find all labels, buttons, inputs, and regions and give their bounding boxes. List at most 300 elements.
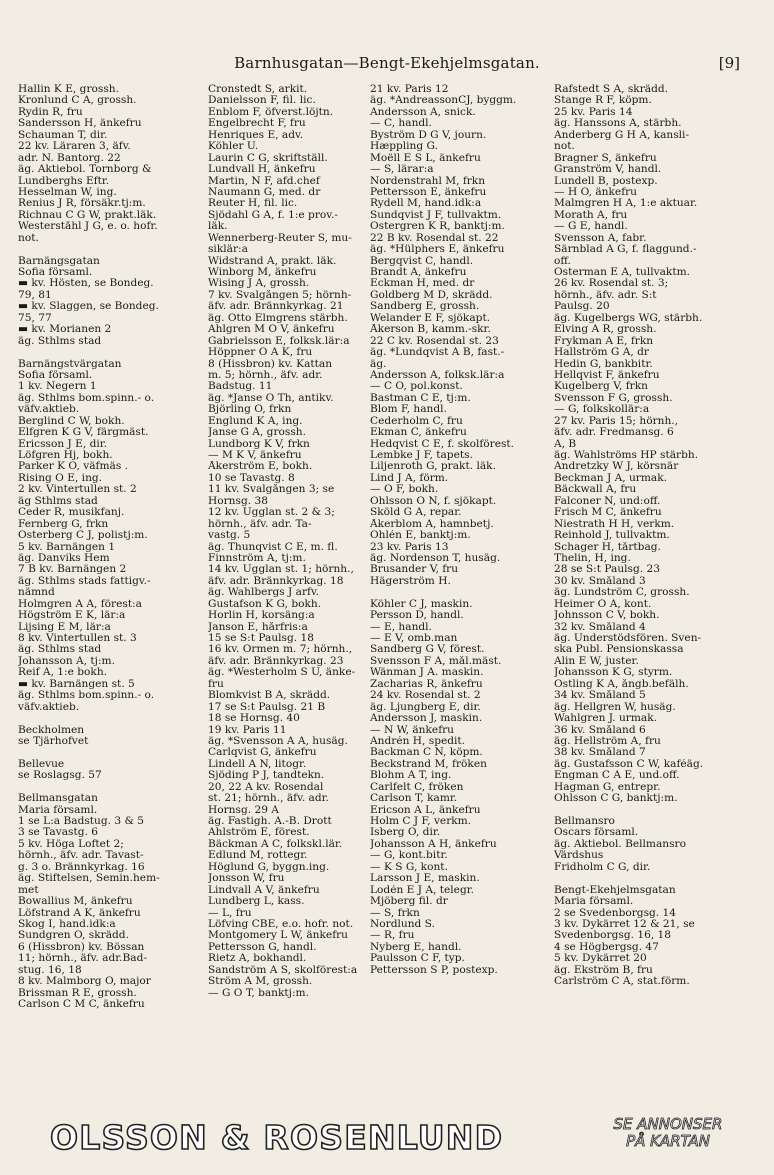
directory-entry: Alin E W, juster. [554,655,639,667]
directory-entry: Lundborg K V, frkn [208,438,310,450]
directory-entry: Badstug. 11 [208,381,273,393]
directory-entry: Liljenroth G, prakt. läk. [370,461,496,473]
directory-entry: Köhler C J, maskin. [370,598,473,610]
directory-entry: Moëll E S L, änkefru [370,152,481,164]
directory-entry: Henriques E, adv. [208,129,304,141]
directory-entry: Kronlund C A, grossh. [18,95,137,107]
directory-entry: 7 kv. Svalgången 5; hörnh- [208,289,352,301]
directory-entry: Wising J A, grossh. [208,278,310,290]
directory-entry: siklär:a [208,244,248,256]
directory-entry: hörnh., äfv. adr. S:t [554,289,657,301]
directory-entry: — S, lärar:a [370,164,434,176]
directory-entry: Reif A, 1:e bokh. [18,667,108,679]
advert-notice-line-2: PÅ KARTAN [626,1132,710,1150]
directory-entry: vastg. 5 [208,530,251,542]
page-title: Barnhusgatan—Bengt-Ekehjelmsgatan. [234,54,540,72]
directory-entry: 14 kv. Ugglan st. 1; hörnh., [208,564,354,576]
directory-entry: Östling K A, ångb.befälh. [554,678,689,690]
directory-entry: ▬ kv. Hösten, se Bondeg. [18,278,154,290]
directory-entry: Blomkvist B A, skrädd. [208,690,331,702]
directory-entry: 15 se S:t Paulsg. 18 [208,633,314,644]
directory-entry: Fridholm C G, dir. [554,861,651,873]
directory-entry: 1 se L:a Badstug. 3 & 5 [18,816,145,827]
directory-entry: Sofia församl. [18,369,93,381]
directory-entry: Österman E A, tullvaktm. [554,267,690,278]
directory-entry: Renius J R, försäkr.tj:m. [18,198,146,210]
directory-entry: Sjödahl G A, f. 1:e prov.- [208,209,338,221]
directory-entry: Brandt A, änkefru [370,267,467,278]
directory-entry: äg. *Westerholm S U, änke- [208,667,356,679]
directory-entry: 11 kv. Svalgången 3; se [208,484,335,496]
directory-entry: äg. Understödsfören. Sven- [554,633,702,644]
directory-entry: väfv.aktieb. [18,701,80,713]
directory-entry: Johansson A, tj:m. [18,655,115,667]
advert-notice [588,1116,748,1150]
directory-entry: Hedqvist C E, f. skolförest. [370,438,515,450]
directory-entry: Carlqvist G, änkefru [208,747,317,759]
directory-entry: äg. *AndreassonCJ, byggm. [370,95,517,107]
directory-entry: Niestrath H H, verkm. [554,518,675,530]
directory-entry: Johansson A H, änkefru [370,838,497,850]
directory-entry: väfv.aktieb. [18,404,80,416]
directory-entry: äg. *Janse O Th, antikv. [208,392,334,404]
directory-entry: 32 kv. Småland 4 [554,621,646,633]
directory-entry: Pettersson S P, postexp. [370,964,498,976]
directory-entry: Sandersson H, änkefru [18,118,142,130]
directory-entry: Hedin G, bankbitr. [554,358,653,370]
directory-entry: Rafstedt S A, skrädd. [554,84,669,95]
directory-entry: Winborg M, änkefru [208,267,317,278]
directory-entry: äg. Lundström C, grossh. [554,587,690,599]
directory-entry: 5 kv. Höga Loftet 2; [18,838,124,850]
directory-entry: — E, handl. [370,621,432,633]
directory-entry: Lundvall H, änkefru [208,164,316,176]
directory-entry: Bäckwall A, fru [554,484,637,496]
directory-entry: — G E, handl. [554,221,628,233]
directory-entry: Gabrielsson E, folksk.lär:a [208,335,350,347]
directory-entry: Laurin C G, skriftställ. [208,152,328,164]
directory-entry: — E V, omb.man [370,633,458,644]
directory-entry: Morath A, fru [554,209,628,221]
directory-entry: se Roslagsg. 57 [18,770,102,782]
directory-entry: 34 kv. Småland 5 [554,690,646,702]
directory-entry: Andersson J, maskin. [370,713,483,725]
directory-entry: 5 kv. Dykärret 20 [554,953,647,965]
directory-entry: Lijsing E M, lär:a [18,621,111,633]
directory-entry: 22 B kv. Rosendal st. 22 [370,232,499,244]
directory-entry: Danielsson F, fil. lic. [208,95,316,107]
directory-entry: — G O T, banktj:m. [208,987,309,999]
directory-entry: Hesselman W, ing. [18,186,117,198]
directory-entry: läk. [208,221,228,233]
directory-entry: Svedenborgsg. 16, 18 [554,930,672,942]
directory-entry: 79, 81 [18,289,52,301]
directory-entry: — R, fru [370,930,415,942]
directory-entry: Bellmansgatan [18,793,98,805]
directory-entry: 19 kv. Paris 11 [208,724,287,736]
directory-entry: — M K V, änkefru [208,450,302,461]
page-number: [9] [718,54,740,72]
directory-entry: Lindell A N, litogr. [208,758,307,770]
directory-entry: Köhler U. [208,141,259,153]
directory-entry: Horlin H, korsäng:a [208,610,315,622]
directory-entry: Persson D, handl. [370,610,464,622]
directory-entry: Holmgren A A, förest:a [18,598,142,610]
directory-entry: Wennerberg-Reuter S, mu- [208,232,352,244]
directory-entry: — L, fru [208,907,252,919]
directory-entry: 30 kv. Småland 3 [554,575,646,587]
directory-entry: Rydin R, fru [18,106,83,118]
directory-entry: Engman C A E, und.off. [554,770,680,782]
directory-entry: Holm C J F, verkm. [370,816,472,827]
directory-entry: Sundqvist J F, tullvaktm. [370,209,502,221]
directory-entry [18,347,202,358]
directory-entry: — G, kont.bitr. [370,850,448,862]
directory-entry: Öhlén E, banktj:m. [370,530,471,542]
directory-entry: Oscars församl. [554,827,639,839]
directory-entry: 8 kv. Malmborg O, major [18,976,151,988]
directory-entry: 10 se Tavastg. 8 [208,472,295,484]
column-2 [208,84,366,999]
directory-entry: 2 se Svedenborgsg. 14 [554,907,677,919]
directory-entry: Fernberg G, frkn [18,518,109,530]
directory-entry: äfv. adr. Brännkyrkag. 23 [208,655,344,667]
directory-entry: Thelin, H, ing. [554,552,631,564]
directory-entry: äg. Sthlms stad [18,644,102,656]
directory-entry: äg. Ljungberg E, dir. [370,701,481,713]
directory-entry: Elfgren K G V, färgmäst. [18,427,149,439]
directory-entry: 6 (Hissbron) kv. Bössan [18,941,145,953]
directory-entry: Sandström A S, skolförest:a [208,964,358,976]
directory-entry: fru [208,678,224,690]
directory-entry: Andretzky W J, körsnär [554,461,679,473]
directory-entry: äg. Sthlms stads fattigv.- [18,575,151,587]
directory-entry: 8 (Hissbron) kv. Kattan [208,358,333,370]
directory-entry: Jonsson W, fru [208,873,285,885]
directory-entry: Lundberghs Eftr. [18,175,110,187]
directory-entry: Nyberg E, handl. [370,941,462,953]
directory-entry: — C O, pol.konst. [370,381,463,393]
directory-entry: Svensson F A, mål.mäst. [370,655,502,667]
directory-entry: Ceder R, musikfanj. [18,507,125,519]
directory-entry: Schager H, tårtbag. [554,541,661,553]
directory-entry: st. 21; hörnh., äfv. adr. [208,793,329,805]
directory-entry: äg. Sthlms bom.spinn.- o. [18,690,155,702]
advert-notice-line-1: SE ANNONSER [613,1115,723,1133]
directory-entry: Byström D G V, journ. [370,129,487,141]
directory-entry: hörnh., äfv. adr. Tavast- [18,850,144,862]
directory-entry [18,782,202,793]
directory-entry: 24 kv. Rosendal st. 2 [370,690,481,702]
directory-entry: 2 kv. Vintertullen st. 2 [18,484,137,496]
directory-entry: Svensson F G, grossh. [554,392,673,404]
directory-entry: Värdshus [554,850,604,862]
directory-entry: Rydell M, hand.idk:a [370,198,482,210]
directory-entry: 18 se Hornsg. 40 [208,713,300,725]
directory-entry: Beckman J A, urmak. [554,472,667,484]
directory-entry: Bragner S, änkefru [554,152,657,164]
directory-entry: Larsson J E, maskin. [370,873,480,885]
directory-entry: Högström E K, lär:a [18,610,126,622]
directory-entry: hörnh., äfv. adr. Ta- [208,518,312,530]
directory-entry: Anderberg G H A, kansli- [554,129,690,141]
directory-entry: Stange R F, köpm. [554,95,652,107]
directory-entry: Bellmansro [554,816,615,827]
directory-entry: äg. Otto Elmgrens stärbh. [208,312,348,324]
directory-entry: Wänman J A. maskin. [370,667,484,679]
directory-entry: Edlund M, rottegr. [208,850,308,862]
directory-entry: äg. Ekström B, fru [554,964,653,976]
directory-entry: Björling O, frkn [208,404,292,416]
directory-entry: Schauman T, dir. [18,129,108,141]
directory-entry: äg. Aktiebol. Tornborg & [18,164,152,176]
directory-entry: Isberg O, dir. [370,827,441,839]
directory-entry: Hallström G A, dr [554,347,649,359]
directory-entry: Hägerström H. [370,575,451,587]
directory-entry: 21 kv. Paris 12 [370,84,449,95]
directory-entry: — K S G, kont. [370,861,448,873]
directory-entry: äg. Thunqvist C E, m. fl. [208,541,338,553]
directory-entry: nämnd [18,587,55,599]
directory-entry: äg. Stiftelsen, Semin.hem- [18,873,160,885]
directory-entry: Elving A R, grossh. [554,324,657,336]
directory-entry: Hornsg. 38 [208,495,268,507]
directory-entry: 8 kv. Vintertullen st. 3 [18,633,137,644]
directory-entry: 22 C kv. Rosendal st. 23 [370,335,499,347]
directory-entry: 25 kv. Paris 14 [554,106,633,118]
directory-entry: 22 kv. Läraren 3, äfv. [18,141,131,153]
directory-entry: Andersson A, folksk.lär:a [370,369,505,381]
directory-entry: — C, handl. [370,118,432,130]
directory-entry [18,713,202,724]
directory-entry: Sandberg G V, förest. [370,644,485,656]
directory-entry: Lembke J F, tapets. [370,450,473,461]
directory-entry: Parker K O, väfmäs . [18,461,128,473]
directory-entry: A, B [554,438,577,450]
directory-entry: Andrén H, spedit. [370,735,466,747]
directory-entry: Richnau C G W, prakt.läk. [18,209,157,221]
directory-entry: Hæppling G. [370,141,438,153]
directory-entry: 11; hörnh., äfv. adr.Bad- [18,953,147,965]
directory-entry: Nordlund S. [370,918,435,930]
directory-entry: äg. Hellgren W, husäg. [554,701,676,713]
directory-entry: Janson E, hårfris:a [208,621,308,633]
directory-entry: äg. [370,358,387,370]
directory-entry: Åkerström E, bokh. [208,461,313,473]
column-1 [18,84,202,1010]
directory-entry: äg. Wahlbergs J arfv. [208,587,320,599]
directory-entry: 5 kv. Barnängen 1 [18,541,116,553]
directory-entry: Rietz A, bokhandl. [208,953,307,965]
directory-entry: Andersson A, snick. [370,106,476,118]
directory-entry: m. 5; hörnh., äfv. adr. [208,369,323,381]
directory-entry: — H O, änkefru [554,186,638,198]
directory-entry: Bellevue [18,758,65,770]
directory-entry: Pettersson E, änkefru [370,186,487,198]
directory-entry: äg. *Hülphers E, änkefru [370,244,505,256]
directory-entry: not. [554,141,575,153]
directory-entry: Martin, N F, afd.chef [208,175,320,187]
directory-entry: ska Publ. Pensionskassa [554,644,684,656]
directory-entry: Blohm A T, ing. [370,770,452,782]
directory-entry: — G, folkskollär:a [554,404,650,416]
directory-entry: 28 se S:t Paulsg. 23 [554,564,660,576]
directory-entry: äg. *Lundqvist A B, fast.- [370,347,505,359]
directory-entry: Pettersson G, handl. [208,941,317,953]
directory-entry: Svensson A, fabr. [554,232,647,244]
directory-entry: Sofia församl. [18,267,93,278]
directory-entry: se Tjärhofvet [18,735,89,747]
directory-entry: Falconer N, und:off. [554,495,661,507]
directory-entry: Widstrand A, prakt. läk. [208,255,337,267]
directory-entry: Maria församl. [18,804,98,816]
directory-entry: Barnängstvärgatan [18,358,122,370]
directory-entry: äg. Gustafsson C W, kaféäg. [554,758,704,770]
directory-entry: Zacharias R, änkefru [370,678,483,690]
directory-entry: 12 kv. Ugglan st. 2 & 3; [208,507,335,519]
directory-entry: met [18,884,39,896]
directory-entry: Carlson C M C, änkefru [18,999,145,1010]
directory-entry: Kugelberg V, frkn [554,381,648,393]
directory-entry: Lind J A, förm. [370,472,449,484]
directory-entry: Löfving CBE, e.o. hofr. not. [208,918,354,930]
directory-entry: Ahlström E, förest. [208,827,310,839]
directory-entry: Enblom F, öfverst.löjtn. [208,106,334,118]
directory-entry: Malmgren H A, 1:e aktuar. [554,198,698,210]
directory-entry: Welander E F, sjökapt. [370,312,491,324]
directory-entry: Hallin K E, grossh. [18,84,119,95]
directory-entry: Löfgren Hj, bokh. [18,450,113,461]
directory-entry: äg. *Svensson A A, husäg. [208,735,348,747]
directory-entry: Hellqvist F, änkefru [554,369,660,381]
directory-entry: Ohlsson C G, banktj:m. [554,793,678,805]
directory-entry [554,873,758,884]
directory-entry: Reuter H, fil. lic. [208,198,298,210]
directory-entry: 3 se Tavastg. 6 [18,827,98,839]
directory-entry: Österberg C J, polistj:m. [18,530,148,542]
directory-entry: Montgomery L W, änkefru [208,930,349,942]
directory-entry: Skog I, hand.idk:a [18,918,116,930]
directory-entry: Johansson K G, styrm. [554,667,673,679]
directory-entry: Ekman C, änkefru [370,427,467,439]
directory-entry: Johnsson C V, bokh. [554,610,660,622]
directory-entry: Barnängsgatan [18,255,100,267]
directory-entry: äg. Nordenson T, husäg. [370,552,501,564]
directory-entry: 27 kv. Paris 15; hörnh., [554,415,679,427]
directory-entry: off. [554,255,571,267]
directory-entry: Frykman A E, frkn [554,335,654,347]
directory-entry: Granström V, handl. [554,164,662,176]
directory-entry: äg. Sthlms bom.spinn.- o. [18,392,155,404]
directory-entry: Maria församl. [554,896,634,908]
directory-entry: Rising O E, ing. [18,472,103,484]
directory-entry: Bäckman A C, folkskl.lär. [208,838,343,850]
directory-entry: Backman C N, köpm. [370,747,483,759]
directory-entry: Gustafson K G, bokh. [208,598,322,610]
directory-entry: Heimer O A, kont. [554,598,652,610]
directory-entry [18,244,202,255]
advertisement-footer [0,1112,774,1162]
directory-entry: Naumann G, med. dr [208,186,321,198]
directory-entry: Höglund G, byggn.ing. [208,861,330,873]
directory-entry: äg. Aktiebol. Bellmansro [554,838,686,850]
directory-entry: 20, 22 A kv. Rosendal [208,781,324,793]
directory-entry: Eckman H, med. dr [370,278,475,290]
directory-entry: Finnström A, tj:m. [208,552,306,564]
directory-entry: Ohlsson O N, f. sjökapt. [370,495,497,507]
directory-entry: äg. Sthlms stad [18,335,102,347]
directory-entry: — N W, änkefru [370,724,455,736]
column-3 [370,84,552,976]
directory-entry: 23 kv. Paris 13 [370,541,449,553]
directory-entry: Paulsg. 20 [554,301,610,313]
directory-entry: g. 3 o. Brännkyrkag. 16 [18,861,145,873]
directory-entry: Lindvall A V, änkefru [208,884,320,896]
directory-entry: 26 kv. Rosendal st. 3; [554,278,669,290]
directory-entry: 1 kv. Negern 1 [18,381,97,393]
directory-entry: Lundell B, postexp. [554,175,658,187]
directory-entry: Carlson T, kamr. [370,793,458,805]
directory-entry: Lodén E J A, telegr. [370,884,474,896]
directory-entry: — S, frkn [370,907,420,919]
directory-entry: Paulsson C F, typ. [370,953,465,965]
directory-entry: Lundberg L, kass. [208,896,305,908]
directory-entry: Sköld G A, repar. [370,507,462,519]
directory-entry: Särnblad A G, f. flaggund.- [554,244,697,256]
directory-entry: Sandberg E, grossh. [370,301,480,313]
directory-entry: Frisch M C, änkefru [554,507,662,519]
directory-entry: Cederholm C, fru [370,415,463,427]
directory-entry: äg. Hanssons A, stärbh. [554,118,682,130]
directory-entry: Reinhold J, tullvaktm. [554,530,670,542]
directory-entry: Mjöberg fil. dr [370,896,448,908]
page-header [0,54,774,76]
directory-entry: Ahlgren M O V, änkefru [208,324,335,336]
directory-entry: Åkerblom A, hamnbetj. [370,518,494,530]
directory-entry: Sundgren O, skrädd. [18,930,129,942]
directory-entry: Berglind C W, bokh. [18,415,125,427]
directory-entry: äg. Wahlströms HP stärbh. [554,450,699,461]
directory-entry: Beckholmen [18,724,85,736]
directory-entry: äfv. adr. Brännkyrkag. 21 [208,301,344,313]
directory-entry: not. [18,232,39,244]
directory-entry: Brissman R E, grossh. [18,987,137,999]
directory-entry: Carlfelt C, fröken [370,781,464,793]
directory-entry: 3 kv. Dykärret 12 & 21, se [554,918,695,930]
directory-entry: Goldberg M D, skrädd. [370,289,493,301]
directory-entry: Carlström C A, stat.förm. [554,976,690,988]
directory-entry [18,747,202,758]
directory-entry: Hornsg. 29 A [208,804,279,816]
directory-entry: ▬ kv. Morianen 2 [18,324,112,336]
directory-entry: äg. Hellström A, fru [554,735,661,747]
directory-entry: 4 se Högbergsg. 47 [554,941,659,953]
directory-entry: 7 B kv. Barnängen 2 [18,564,127,576]
directory-entry: Höppner O A K, fru [208,347,313,359]
directory-entry: Ericson A L, änkefru [370,804,481,816]
directory-entry: Engelbrecht F, fru [208,118,306,130]
directory-entry: 36 kv. Småland 6 [554,724,646,736]
directory-entry: Bastman C E, tj:m. [370,392,471,404]
directory-entry: Löfstrand A K, änkefru [18,907,141,919]
directory-entry: Beckstrand M, fröken [370,758,487,770]
directory-entry: — O F, bokh. [370,484,439,496]
directory-entry: 75, 77 [18,312,52,324]
directory-entry: Hagman G, entrepr. [554,781,661,793]
directory-entry: äg. Kugelbergs WG, stärbh. [554,312,703,324]
directory-entry: Östergren K R, banktj:m. [370,221,505,233]
directory-entry: Brusander V, fru [370,564,459,576]
